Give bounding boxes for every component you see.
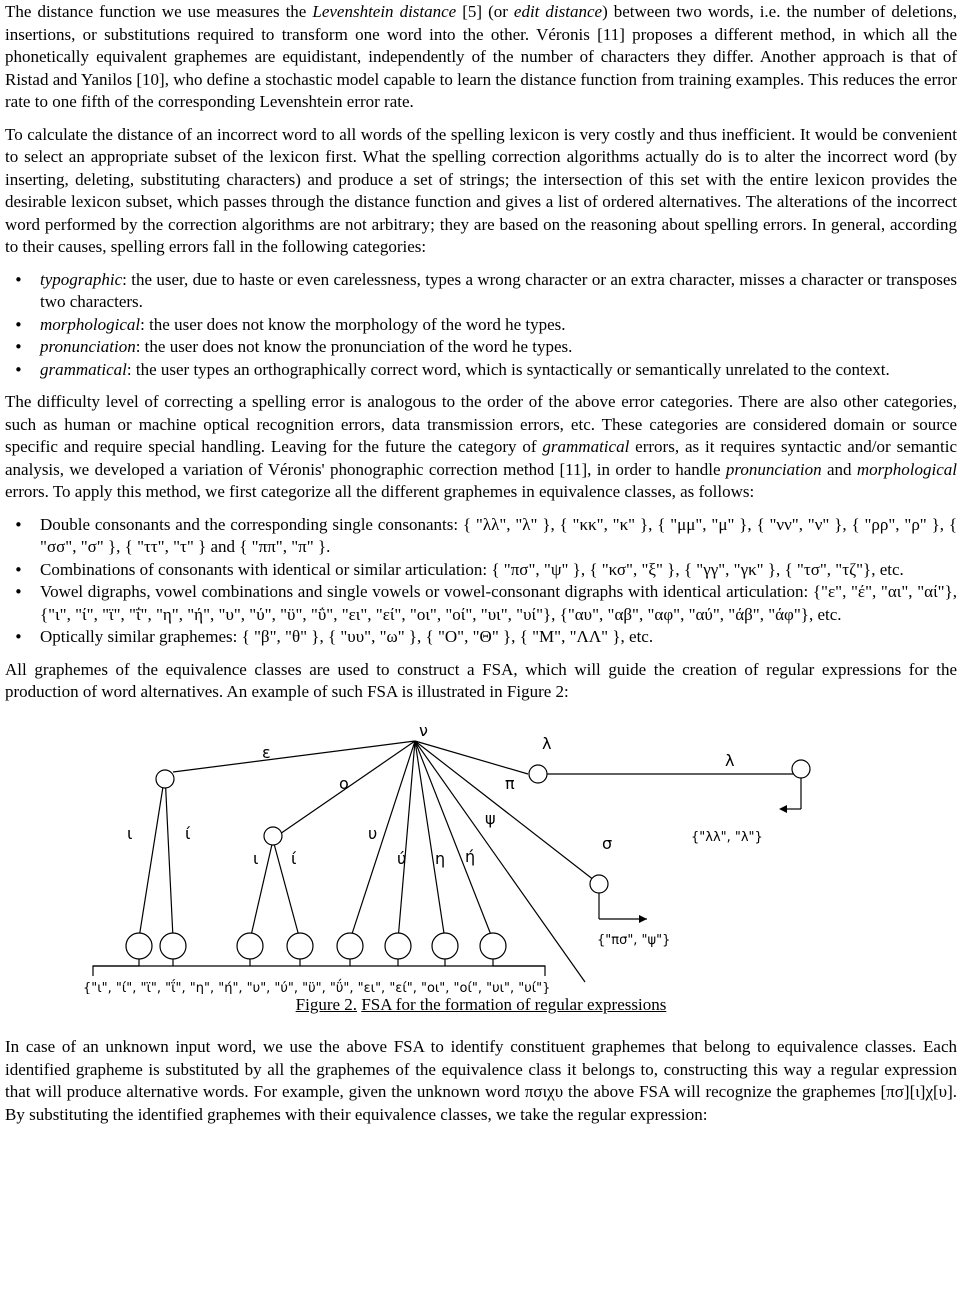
edge-label: ή	[465, 846, 476, 866]
edge	[173, 741, 415, 772]
edge-label: σ	[602, 833, 613, 853]
edge-label: ε	[262, 742, 271, 762]
list-item: • typographic: the user, due to haste or even carelessness, types a wrong character or an extra character, misses a character or transposes two characters.	[40, 269, 957, 314]
term-edit-distance: edit distance	[513, 2, 603, 21]
edge	[415, 741, 445, 940]
edge-label: η	[435, 848, 446, 868]
edge-label: ψ	[485, 808, 496, 828]
output-class-lambda: {"λλ", "λ"}	[691, 829, 763, 845]
term-levenshtein-distance: Levenshtein distance	[312, 2, 457, 21]
list-item: • Double consonants and the corresponding single consonants: { "λλ", "λ" }, { "κκ", "κ" }, { "μμ", "μ" }, { "νν", "ν" }, { "ρρ", "ρ" }, { "σσ", "σ" }, { "ττ", "τ" } and { "ππ", "π" }.	[40, 514, 957, 559]
fsa-node	[156, 770, 174, 788]
output-class-ps: {"πσ", "ψ"}	[597, 932, 671, 948]
edge	[415, 741, 528, 774]
paragraph-distance-function: The distance function we use measures the Levenshtein distance [5] (or edit distance) between two words, i.e. the number of deletions, insertions, or substitutions required to transform one word into the other. Véronis [11] proposes a different method, in which all the phonetically equivalent graphemes are equidistant, independently of the number of characters they differ. Another approach is that of Ristad and Yanilos [10], who define a stochastic model capable to learn the distance function from training examples. This reduces the error rate to one fifth of the corresponding Levenshtein error rate.	[5, 2, 957, 111]
fsa-leaf-node	[160, 933, 186, 959]
paragraph-fsa-intro: All graphemes of the equivalence classes are used to construct a FSA, which will guide the creation of regular expressions for the production of word alternatives. An example of such FSA is illustrated in Figure 2:	[5, 659, 957, 701]
fsa-leaf-node	[237, 933, 263, 959]
list-item: • Optically similar graphemes: { "β", "θ" }, { "υυ", "ω" }, { "Ο", "Θ" }, { "Μ", "ΛΛ" }, etc.	[40, 626, 957, 649]
paragraph-difficulty-level: The difficulty level of correcting a spelling error is analogous to the order of the above error categories. There are also other categories, such as human or machine optical recognition errors, data transmission errors, etc. These categories are considered domain or source specific and require special handling. Leaving for the future the category of grammatical errors, as it requires syntactic and/or semantic analysis, we developed a variation of Véronis' phonographic correction method [11], in order to handle pronunciation and morphological errors. To apply this method, we first categorize all the different graphemes in equivalence classes, as follows:	[5, 392, 958, 501]
fsa-figure	[5, 714, 957, 994]
figure-caption	[5, 994, 957, 1017]
fsa-node	[529, 765, 547, 783]
edge	[139, 774, 165, 938]
list-item: • pronunciation: the user does not know the pronunciation of the word he types.	[40, 336, 957, 359]
edge-label: ι	[127, 823, 133, 843]
edge	[493, 954, 545, 976]
fsa-node	[590, 875, 608, 893]
paragraph-lexicon-subset: To calculate the distance of an incorrect word to all words of the spelling lexicon is very costly and thus inefficient. It would be convenient to select an appropriate subset of the lexicon first. What the spelling correction algorithms actually do is to alter the incorrect word (by inserting, deleting, substituting characters) and produce a set of strings; the intersection of this set with the entire lexicon provides the desirable lexicon subset, which passes through the distance function and gives a list of ordered alternatives. The alterations of the incorrect word performed by the correction algorithms are not arbitrary; they are based on the reasoning about spelling errors. In general, according to their causes, spelling errors fall in the following categories:	[5, 124, 957, 256]
fsa-leaf-node	[385, 933, 411, 959]
arrowhead	[639, 915, 647, 923]
edge-label: ν	[419, 720, 428, 740]
fsa-node	[792, 760, 810, 778]
fsa-leaf-node	[287, 933, 313, 959]
fsa-leaf-node	[432, 933, 458, 959]
edge-label: υ	[368, 823, 378, 843]
fsa-node	[264, 827, 282, 845]
fsa-leaf-node	[126, 933, 152, 959]
list-item: • Combinations of consonants with identical or similar articulation: { "πσ", "ψ" }, { "κσ", "ξ" }, { "γγ", "γκ" }, { "τσ", "τζ"}, etc.	[40, 559, 957, 582]
edge	[398, 741, 415, 940]
document-page	[5, 1, 957, 1136]
edge-label: λ	[725, 750, 735, 770]
fsa-leaf-node	[480, 933, 506, 959]
edge-label: ι	[253, 848, 259, 868]
fsa-leaf-node	[337, 933, 363, 959]
list-item: • morphological: the user does not know the morphology of the word he types.	[40, 314, 957, 337]
edge-label: π	[505, 773, 515, 793]
edge-label: ύ	[397, 848, 407, 868]
edge-label: ί	[291, 848, 297, 868]
error-categories-list	[5, 269, 957, 382]
figure-title: FSA for the formation of regular expressions	[361, 994, 667, 1014]
example-graphemes: [πσ][ι]χ[υ]	[880, 1082, 953, 1101]
edge-label: ί	[185, 823, 191, 843]
figure-label: Figure 2.	[295, 994, 358, 1014]
edge	[350, 741, 415, 940]
equivalence-classes-list	[5, 514, 957, 649]
fsa-diagram	[5, 714, 957, 994]
arrowhead	[779, 805, 787, 813]
paragraph-unknown-word: In case of an unknown input word, we use the above FSA to identify constituent graphemes that belong to equivalence classes. Each identified grapheme is substituted by all the graphemes of the equivalence class it belongs to, constructing this way a regular expression that will produce alternative words. For example, given the unknown word πσιχυ the above FSA will recognize the graphemes [πσ][ι]χ[υ]. By substituting the identified graphemes with their equivalence classes, we take the regular expression:	[5, 1037, 957, 1124]
output-class-vowels: {"ι", "ί", "ϊ", "ΐ", "η", "ή", "υ", "ύ", "ϋ", "ΰ", "ει", "εί", "οι", "οί", "υι", "υί"}	[83, 980, 551, 994]
edge-label: λ	[542, 733, 552, 753]
example-word: πσιχυ	[524, 1082, 564, 1101]
list-item: • Vowel digraphs, vowel combinations and single vowels or vowel-consonant digraphs with identical articulation: {"ε", "έ", "αι", "αί"}, {"ι", "ί", "ϊ", "ΐ", "η", "ή", "υ", "ύ", "ϋ", "ΰ", "ει", "εί", "οι", "οί", "υι", "υί"}, {"αυ", "αβ", "αφ", "αύ", "άβ", "άφ"}, etc.	[40, 581, 957, 626]
list-item: • grammatical: the user types an orthographically correct word, which is syntactically or semantically unrelated to the context.	[40, 359, 957, 382]
edge	[165, 774, 173, 938]
edge-label: ο	[339, 773, 349, 793]
